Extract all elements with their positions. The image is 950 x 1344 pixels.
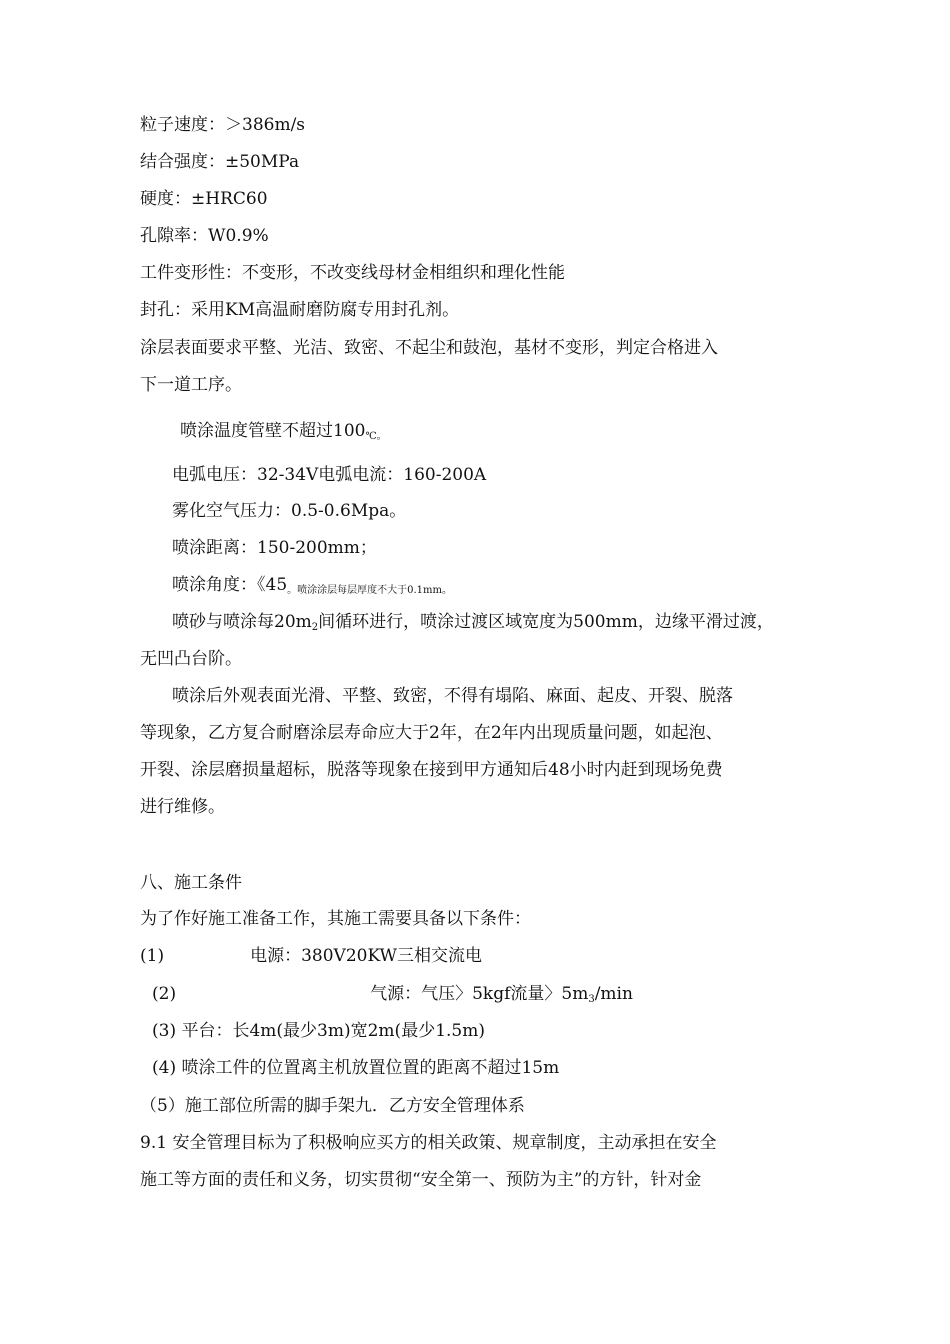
text-line-surface-req: 涂层表面要求平整、光洁、致密、不起尘和鼓泡，基材不变形，判定合格进入 [140, 338, 718, 358]
text-line-conditions-intro: 为了作好施工准备工作，其施工需要具备以下条件： [140, 909, 531, 929]
text-line-appearance-4: 进行维修。 [140, 797, 225, 817]
text-line-safety-1: 9.1 安全管理目标为了积极响应买方的相关政策、规章制度，主动承担在安全 [140, 1133, 717, 1153]
cycle-text-b: 间循环进行，喷涂过渡区域宽度为500mm，边缘平滑过渡， [318, 612, 774, 632]
text-line-condition-4: (4) 喷涂工件的位置离主机放置位置的距离不超过15m [152, 1058, 560, 1078]
condition-2-text: 气源：气压〉5kgf流量〉5m [370, 984, 589, 1004]
condition-1-text: 电源：380V20KW三相交流电 [250, 946, 483, 966]
text-line-deformation: 工件变形性：不变形，不改变线母材金相组织和理化性能 [140, 263, 565, 283]
section-heading-construction: 八、施工条件 [140, 873, 242, 893]
text-line-bond-strength: 结合强度：±50MPa [140, 152, 300, 172]
text-line-condition-2 [152, 983, 633, 1011]
text-line-hardness: 硬度：±HRC60 [140, 189, 268, 209]
text-line-particle-speed: 粒子速度：＞386m/s [140, 115, 306, 135]
text-line-appearance-3: 开裂、涂层磨损量超标，脱落等现象在接到甲方通知后48小时内赶到现场免费 [140, 760, 723, 780]
cycle-text-a: 喷砂与喷涂每20m [172, 612, 312, 632]
spray-temp-unit: ℃。 [365, 431, 387, 442]
text-line-spray-distance: 喷涂距离：150-200mm； [172, 538, 377, 558]
text-line-cycle [172, 611, 774, 639]
spray-angle-degree: 。喷涂涂层每层厚度不大于0.1mm。 [287, 585, 453, 596]
text-line-appearance-1: 喷涂后外观表面光滑、平整、致密，不得有塌陷、麻面、起皮、开裂、脱落 [172, 686, 733, 706]
text-line-air-pressure: 雾化空气压力：0.5-0.6Mpa。 [172, 501, 407, 521]
text-line-spray-temp [180, 420, 387, 448]
text-line-condition-1 [140, 945, 482, 967]
cycle-superscript: 2 [311, 622, 319, 633]
text-line-condition-5: （5）施工部位所需的脚手架九．乙方安全管理体系 [140, 1096, 525, 1116]
text-line-condition-3: (3) 平台：长4m(最少3m)宽2m(最少1.5m) [152, 1021, 485, 1041]
text-line-spray-angle [172, 574, 452, 602]
text-line-sealing: 封孔：采用KM高温耐磨防腐专用封孔剂。 [140, 300, 460, 320]
text-line-porosity: 孔隙率：W0.9% [140, 226, 269, 246]
text-line-no-steps: 无凹凸台阶。 [140, 649, 242, 669]
spray-angle-text: 喷涂角度：《45 [172, 575, 288, 595]
text-line-next-step: 下一道工序。 [140, 375, 242, 395]
text-line-appearance-2: 等现象，乙方复合耐磨涂层寿命应大于2年，在2年内出现质量问题，如起泡、 [140, 723, 723, 743]
condition-2-unit: /min [594, 984, 633, 1004]
text-line-arc-voltage: 电弧电压：32-34V电弧电流：160-200A [172, 465, 487, 485]
condition-1-number: (1) [140, 946, 165, 966]
spray-temp-text: 喷涂温度管壁不超过100 [180, 421, 366, 441]
condition-2-number: (2) [152, 984, 177, 1004]
text-line-safety-2: 施工等方面的责任和义务，切实贯彻“安全第一、预防为主”的方针，针对金 [140, 1170, 702, 1190]
condition-2-superscript: 3 [588, 994, 595, 1005]
